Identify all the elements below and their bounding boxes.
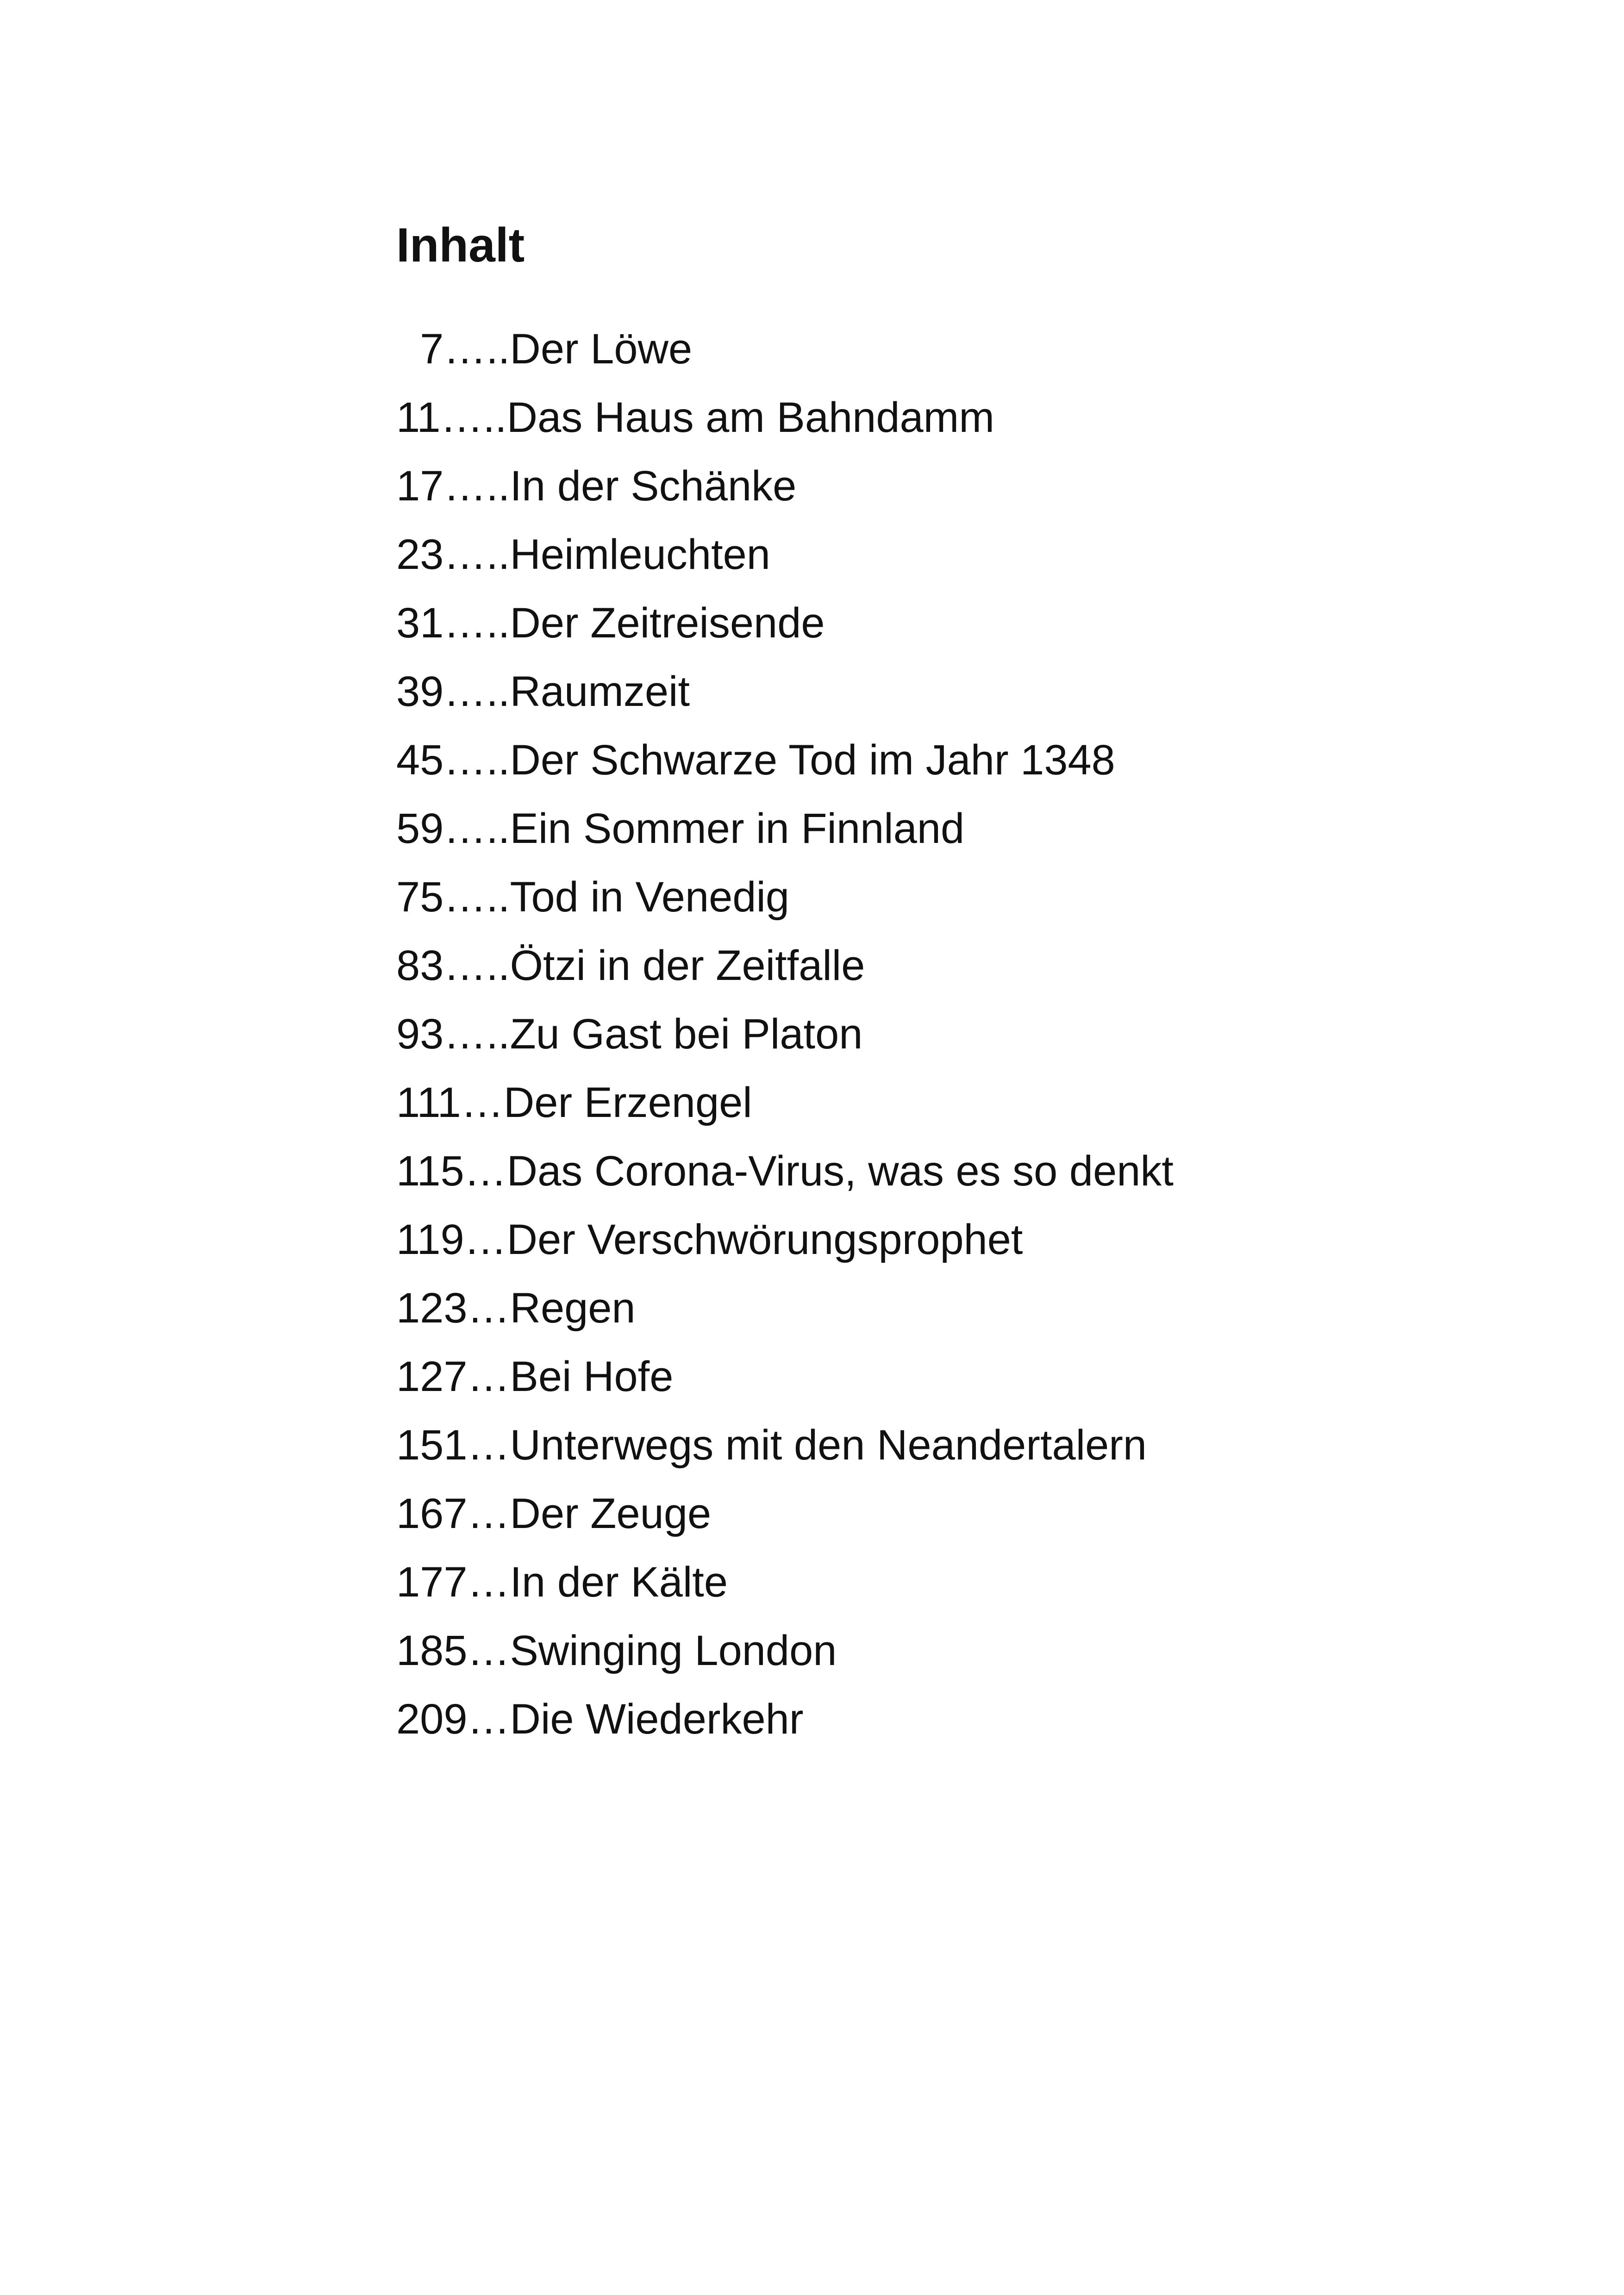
toc-entry: 123…Regen xyxy=(396,1285,636,1332)
toc-entry: 127…Bei Hofe xyxy=(396,1353,674,1400)
toc-entry: 17…..In der Schänke xyxy=(396,462,797,510)
toc-entry: 23…..Heimleuchten xyxy=(396,531,770,578)
toc-entry: 209…Die Wiederkehr xyxy=(396,1696,804,1743)
toc-entry: 115…Das Corona-Virus, was es so denkt xyxy=(396,1148,1174,1195)
toc-entry: 59…..Ein Sommer in Finnland xyxy=(396,805,965,852)
toc-entry: 31…..Der Zeitreisende xyxy=(396,599,825,647)
toc-entry: 7…..Der Löwe xyxy=(396,325,693,373)
toc-entry: 93…..Zu Gast bei Platon xyxy=(396,1010,863,1058)
toc-entry: 11…..Das Haus am Bahndamm xyxy=(396,394,994,441)
toc-heading: Inhalt xyxy=(396,218,525,272)
toc-entry: 45…..Der Schwarze Tod im Jahr 1348 xyxy=(396,736,1115,784)
toc-entry: 83…..Ötzi in der Zeitfalle xyxy=(396,942,865,989)
toc-entry: 39…..Raumzeit xyxy=(396,668,690,715)
toc-list xyxy=(396,315,1507,1753)
toc-entry: 151…Unterwegs mit den Neandertalern xyxy=(396,1422,1147,1469)
toc-entry: 185…Swinging London xyxy=(396,1627,837,1674)
toc-entry: 111…Der Erzengel xyxy=(396,1079,752,1126)
toc-entry: 75…..Tod in Venedig xyxy=(396,873,790,921)
table-of-contents xyxy=(396,213,1507,1753)
toc-entry: 167…Der Zeuge xyxy=(396,1490,712,1537)
toc-entry: 177…In der Kälte xyxy=(396,1559,728,1606)
toc-entry: 119…Der Verschwörungsprophet xyxy=(396,1216,1023,1263)
